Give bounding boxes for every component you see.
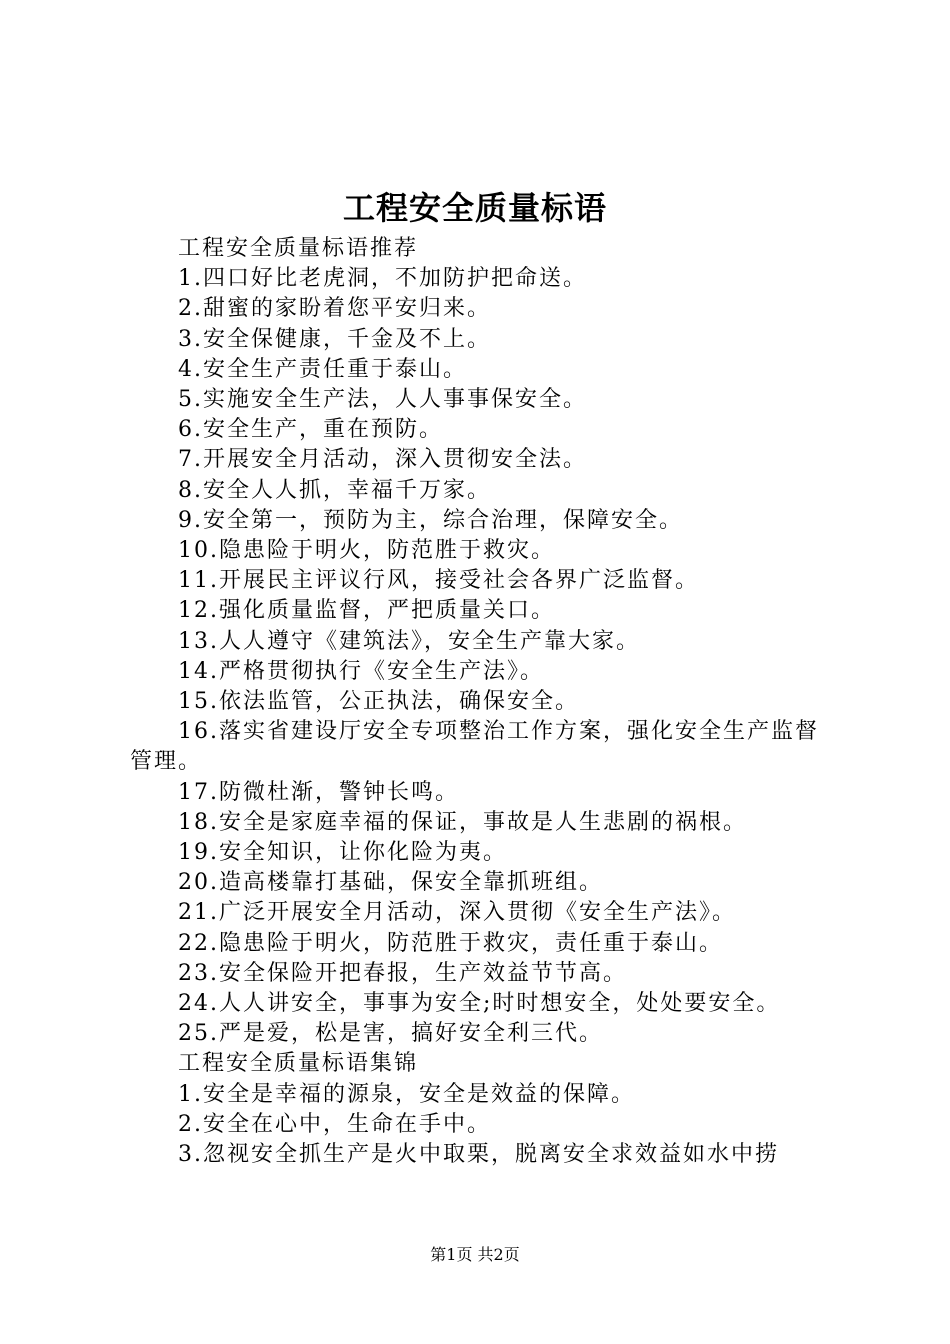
document-body (130, 234, 830, 1170)
slogan-item: 23.安全保险开把春报，生产效益节节高。 (178, 960, 627, 986)
slogan-item: 3.安全保健康，千金及不上。 (178, 326, 491, 352)
slogan-item: 24.人人讲安全，事事为安全;时时想安全，处处要安全。 (178, 991, 781, 1017)
slogan-item: 2.安全在心中，生命在手中。 (178, 1111, 491, 1137)
slogan-item: 15.依法监管，公正执法，确保安全。 (178, 689, 579, 715)
section-heading: 工程安全质量标语推荐 (178, 236, 419, 261)
slogan-item: 9.安全第一，预防为主，综合治理，保障安全。 (178, 507, 683, 533)
slogan-item: 1.四口好比老虎洞，不加防护把命送。 (178, 266, 587, 292)
slogan-item: 2.甜蜜的家盼着您平安归来。 (178, 296, 491, 322)
slogan-item: 3.忽视安全抓生产是火中取栗，脱离安全求效益如水中捞 (178, 1142, 779, 1168)
slogan-item: 16.落实省建设厅安全专项整治工作方案，强化安全生产监督管理。 (130, 719, 819, 775)
slogan-item: 5.实施安全生产法，人人事事保安全。 (178, 387, 587, 413)
slogan-item: 19.安全知识，让你化险为夷。 (178, 840, 507, 866)
slogan-item: 6.安全生产，重在预防。 (178, 417, 443, 443)
slogan-item: 1.安全是幸福的源泉，安全是效益的保障。 (178, 1081, 635, 1107)
slogan-item: 17.防微杜渐，警钟长鸣。 (178, 779, 459, 805)
slogan-item: 11.开展民主评议行风，接受社会各界广泛监督。 (178, 568, 699, 594)
slogan-item: 12.强化质量监督，严把质量关口。 (178, 598, 555, 624)
slogan-item: 13.人人遵守《建筑法》，安全生产靠大家。 (178, 628, 640, 654)
slogan-item: 8.安全人人抓，幸福千万家。 (178, 477, 491, 503)
document-title: 工程安全质量标语 (342, 189, 607, 227)
slogan-item: 20.造高楼靠打基础，保安全靠抓班组。 (178, 870, 603, 896)
page-footer: 第1页 共2页 (430, 1245, 520, 1264)
slogan-item: 21.广泛开展安全月活动，深入贯彻《安全生产法》。 (178, 900, 736, 926)
slogan-item: 22.隐患险于明火，防范胜于救灾，责任重于泰山。 (178, 930, 723, 956)
slogan-item: 4.安全生产责任重于泰山。 (178, 356, 467, 382)
slogan-item: 25.严是爱，松是害，搞好安全利三代。 (178, 1021, 603, 1047)
slogan-item: 14.严格贯彻执行《安全生产法》。 (178, 658, 544, 684)
slogan-item: 18.安全是家庭幸福的保证，事故是人生悲剧的祸根。 (178, 809, 747, 835)
slogan-item: 10.隐患险于明火，防范胜于救灾。 (178, 538, 555, 564)
section-heading: 工程安全质量标语集锦 (178, 1051, 419, 1077)
slogan-item: 7.开展安全月活动，深入贯彻安全法。 (178, 447, 587, 473)
